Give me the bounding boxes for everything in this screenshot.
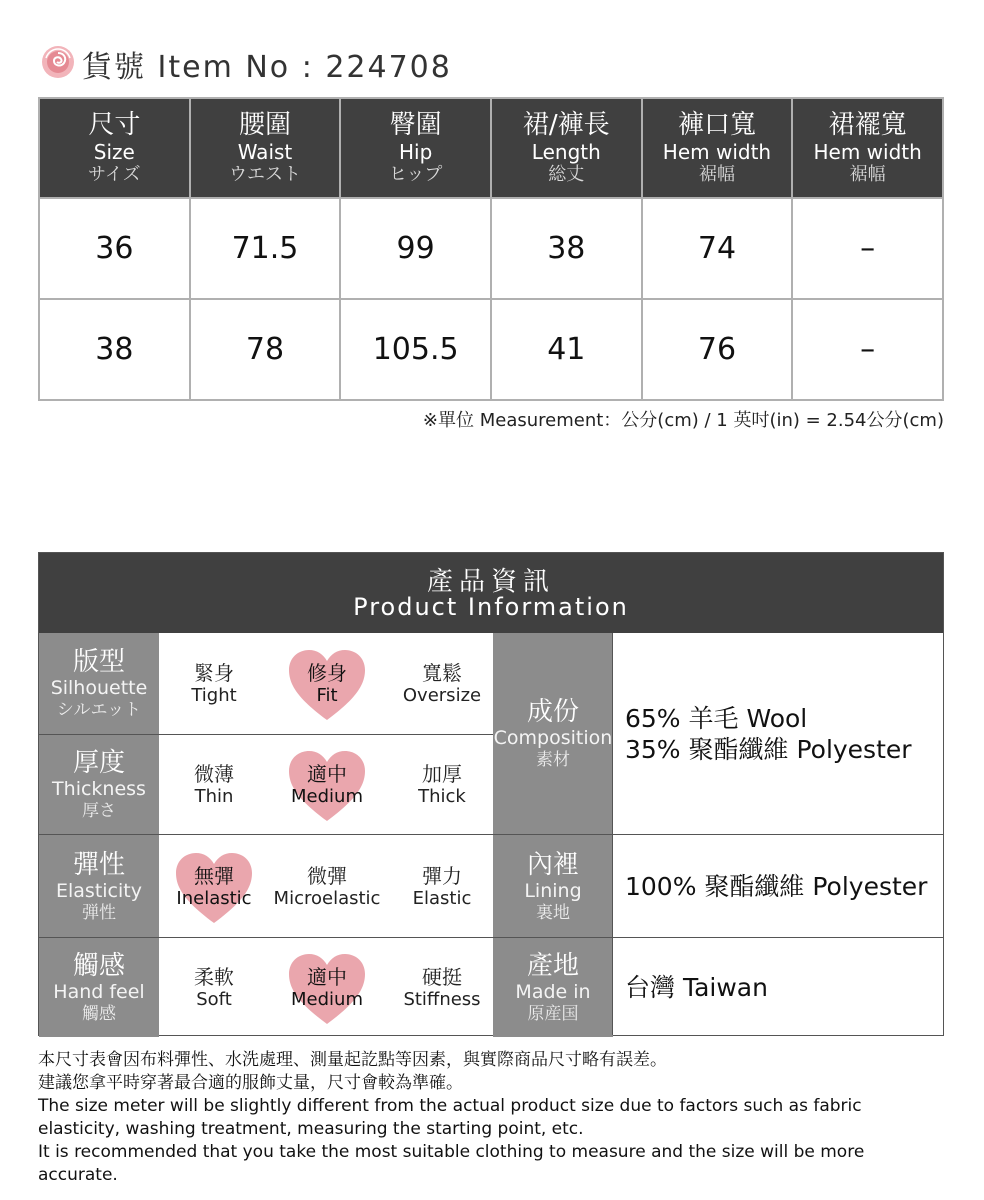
option-microelastic: 微彈 Microelastic (273, 863, 381, 909)
cell-waist: 78 (190, 299, 341, 400)
size-disclaimer (38, 1049, 948, 1187)
detail-label-lining: 內裡 Lining 裏地 (493, 835, 613, 938)
detail-row-composition (493, 633, 943, 834)
product-info-panel (38, 552, 944, 1036)
header-length: 裙/褲長 Length 総丈 (491, 98, 642, 198)
cell-hip: 99 (340, 198, 491, 299)
option-thin: 微薄 Thin (194, 762, 234, 807)
cell-length: 41 (491, 299, 642, 400)
item-number: 貨號 Item No : 224708 (82, 50, 452, 85)
cell-skirt-hem: – (792, 198, 943, 299)
size-table-header (39, 98, 943, 198)
product-info-title-en: Product Information (353, 593, 629, 621)
option-stiffness: 硬挺 Stiffness (403, 964, 481, 1010)
note-line: 本尺寸表會因布料彈性、水洗處理、測量起訖點等因素，與實際商品尺寸略有誤差。 (38, 1050, 667, 1070)
rose-icon (40, 44, 82, 84)
table-row (39, 198, 943, 299)
cell-pant-hem: 76 (642, 299, 793, 400)
option-tight: 緊身 Tight (191, 660, 237, 706)
header-waist: 腰圍 Waist ウエスト (190, 98, 341, 198)
table-row (39, 299, 943, 400)
detail-value-origin: 台灣 Taiwan (625, 973, 768, 1002)
cell-size: 38 (39, 299, 190, 400)
measurement-note: ※單位 Measurement：公分(cm) / 1 英吋(in) = 2.54公分(cm) (422, 410, 944, 431)
attr-label: 彈性 Elasticity 弾性 (39, 835, 159, 938)
attr-label: 版型 Silhouette シルエット (39, 633, 159, 734)
attr-row-hand-feel (39, 937, 943, 1037)
header-hip: 臀圍 Hip ヒップ (340, 98, 491, 198)
note-line: It is recommended that you take the most suitable clothing to measure and the size will be more accurate. (38, 1142, 865, 1185)
option-medium-selected: 適中 Medium (272, 735, 382, 835)
header-skirt-hem: 裙襬寬 Hem width 裾幅 (792, 98, 943, 198)
option-oversize: 寬鬆 Oversize (402, 660, 482, 706)
detail-label: 成份 Composition 素材 (493, 633, 613, 834)
option-soft: 柔軟 Soft (194, 964, 234, 1010)
note-line: The size meter will be slightly different from the actual product size due to factors such as fabric elasticity, washing treatment, measuring the starting point, etc. (38, 1096, 862, 1139)
detail-value-lining: 100% 聚酯纖維 Polyester (625, 872, 928, 901)
cell-pant-hem: 74 (642, 198, 793, 299)
option-thick: 加厚 Thick (418, 762, 466, 807)
item-number-header (40, 42, 452, 86)
attr-row-thickness (39, 734, 493, 835)
header-size: 尺寸 Size サイズ (39, 98, 190, 198)
product-info-title-zh: 產品資訊 (426, 567, 555, 597)
detail-value: 65% 羊毛 Wool 35% 聚酯纖維 Polyester (625, 703, 912, 764)
cell-size: 36 (39, 198, 190, 299)
cell-hip: 105.5 (340, 299, 491, 400)
cell-waist: 71.5 (190, 198, 341, 299)
cell-length: 38 (491, 198, 642, 299)
option-inelastic-selected: 無彈 Inelastic (159, 835, 269, 938)
header-pant-hem: 褲口寬 Hem width 裾幅 (642, 98, 793, 198)
attr-label: 厚度 Thickness 厚さ (39, 735, 159, 835)
detail-label-origin: 產地 Made in 原産国 (493, 938, 613, 1037)
attr-row-elasticity (39, 834, 943, 938)
option-fit-selected: 修身 Fit (272, 633, 382, 734)
product-info-header (39, 553, 943, 633)
note-line: 建議您拿平時穿著最合適的服飾丈量，尺寸會較為準確。 (38, 1073, 463, 1093)
option-medium-selected: 適中 Medium (272, 938, 382, 1037)
cell-skirt-hem: – (792, 299, 943, 400)
attr-label: 觸感 Hand feel 觸感 (39, 938, 159, 1037)
option-elastic: 彈力 Elastic (412, 863, 472, 909)
size-table (38, 97, 944, 401)
divider (612, 633, 613, 1035)
